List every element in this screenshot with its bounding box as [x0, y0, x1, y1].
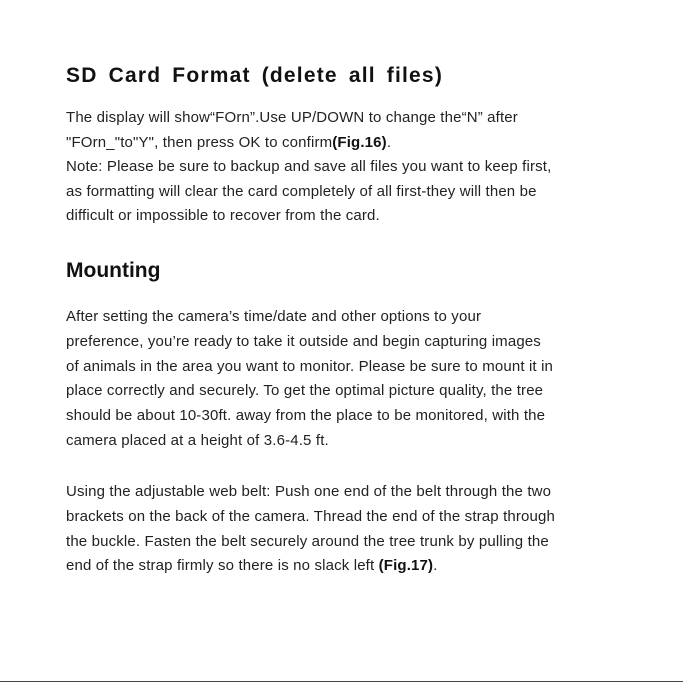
- text-line: The display will show“FOrn”.Use UP/DOWN to change the“N” after: [66, 109, 518, 126]
- text-run: "FOrn_"to"Y", then press OK to confirm: [66, 133, 333, 151]
- text-line: difficult or impossible to recover from the card.: [66, 207, 380, 224]
- text-line: Note: Please be sure to backup and save all files you want to keep first,: [66, 158, 552, 175]
- mounting-paragraph-1: [66, 305, 626, 454]
- mounting-paragraph-2: [66, 480, 626, 579]
- mounting-heading: Mounting: [66, 259, 161, 282]
- text-line: the buckle. Fasten the belt securely around the tree trunk by pulling the: [66, 532, 549, 550]
- text-line: of animals in the area you want to monitor. Please be sure to mount it in: [66, 357, 554, 375]
- text-line: brackets on the back of the camera. Thread the end of the strap through: [66, 507, 556, 525]
- text-line: as formatting will clear the card completely of all first-they will then be: [66, 182, 537, 200]
- text-run: end of the strap firmly so there is no slack left: [66, 557, 379, 575]
- text-line: After setting the camera’s time/date and other options to your: [66, 308, 482, 325]
- text-run: .: [433, 557, 438, 575]
- sd-card-format-paragraph: [66, 106, 626, 229]
- figure-reference-fig17: (Fig.17): [378, 557, 434, 575]
- text-line: [66, 131, 626, 156]
- figure-reference-fig16: (Fig.16): [332, 133, 387, 151]
- text-line: [66, 554, 626, 579]
- text-line: preference, you’re ready to take it outside and begin capturing images: [66, 332, 541, 350]
- text-line: place correctly and securely. To get the optimal picture quality, the tree: [66, 382, 544, 400]
- text-line: Using the adjustable web belt: Push one end of the belt through the two: [66, 483, 552, 500]
- page-bottom-rule: [0, 681, 683, 682]
- text-run: .: [386, 133, 392, 151]
- text-line: camera placed at a height of 3.6-4.5 ft.: [66, 431, 329, 449]
- text-line: should be about 10-30ft. away from the place to be monitored, with the: [66, 407, 546, 425]
- sd-card-format-heading: SD Card Format (delete all files): [66, 64, 444, 87]
